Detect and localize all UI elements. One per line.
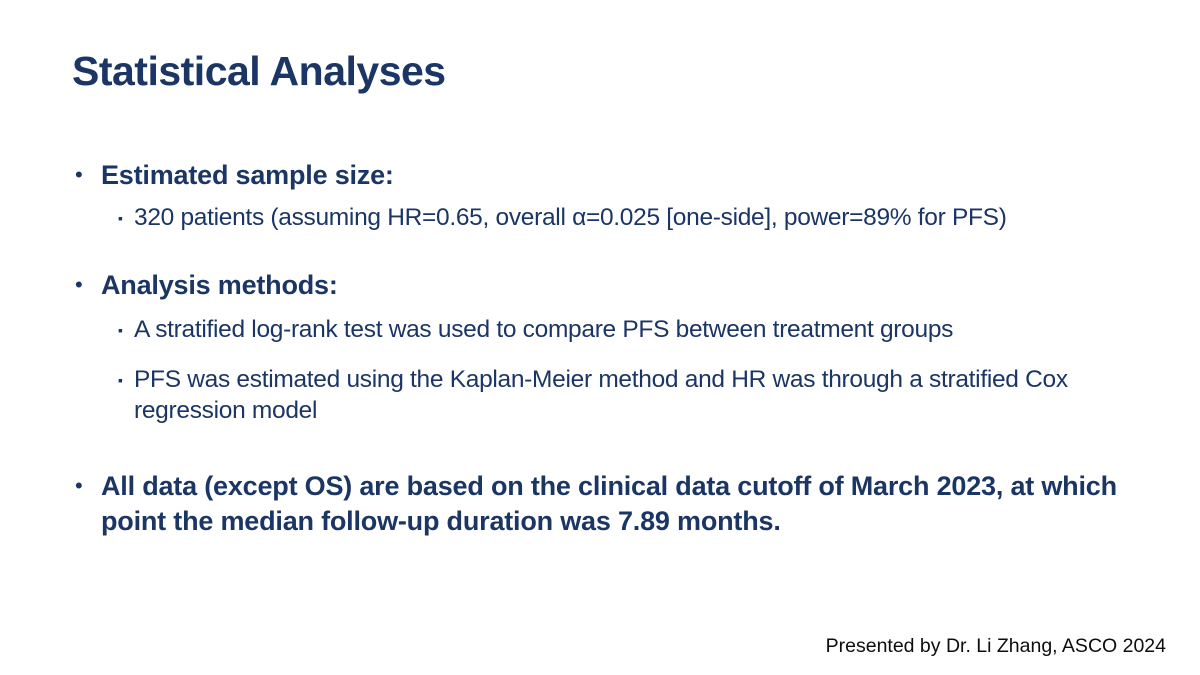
bullet-label: Estimated sample size: [101,160,394,190]
sub-bullet-text: A stratified log-rank test was used to compare PFS between treatment groups [134,316,954,344]
sub-bullet-item [118,203,1155,234]
bullet-block-sample-size [75,158,1155,234]
bullet-block-analysis-methods [75,268,1155,427]
bullet-label: Analysis methods: [101,269,338,300]
sub-bullet-square-icon: ▪ [118,210,123,227]
bullet-dot-icon: • [75,271,83,297]
slide-title: Statistical Analyses [72,48,446,94]
sub-bullet-square-icon: ▪ [118,322,123,339]
sub-bullet-text: 320 patients (assuming HR=0.65, overall α=0.025 [one-side], power=89% for PFS) [134,204,1007,232]
bullet-dot-icon: • [75,162,83,187]
bullet-item [75,158,1155,193]
presenter-credit: Presented by Dr. Li Zhang, ASCO 2024 [825,635,1166,657]
bullet-label: All data (except OS) are based on the clinical data cutoff of March 2023, at which point the median follow-up duration was 7.89 months. [101,470,1117,536]
slide-body [75,158,1155,539]
sub-bullet-square-icon: ▪ [118,371,123,388]
bullet-item [75,469,1155,539]
bullet-item [75,268,1155,303]
bullet-block-data-cutoff [75,469,1155,539]
sub-bullet-text: PFS was estimated using the Kaplan-Meier method and HR was through a stratified Cox regression model [134,365,1068,424]
bullet-dot-icon: • [75,472,83,498]
sub-bullet-item [118,315,1155,346]
sub-bullet-item [118,365,1155,427]
